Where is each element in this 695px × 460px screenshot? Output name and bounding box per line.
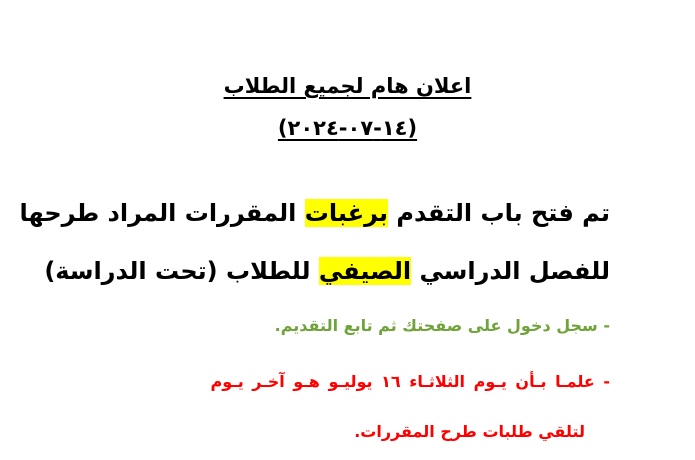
highlight-desires: برغبات: [304, 199, 389, 227]
body-line-2: [44, 254, 610, 288]
body-line-1-text-a: تم فتح باب التقدم: [388, 199, 610, 227]
body-line-1-text-b: المقررات المراد طرحها: [19, 199, 305, 227]
body-line-2-text-a: للفصل الدراسي: [411, 257, 610, 285]
deadline-note-line-2: لتلقي طلبات طرح المقررات.: [354, 422, 585, 441]
highlight-summer: الصيفي: [318, 257, 412, 285]
deadline-note-line-1: - علمـا بـأن يـوم الثلاثـاء ١٦ يوليـو هـو آخـر يـوم: [210, 372, 610, 391]
announcement-date: (١٤-٠٧-٢٠٢٤): [277, 116, 418, 140]
body-line-2-text-b: للطلاب (تحت الدراسة): [44, 257, 319, 285]
announcement-title: اعلان هام لجميع الطلاب: [223, 74, 472, 98]
body-line-1: [20, 196, 610, 230]
register-note: - سجل دخول على صفحتك ثم تابع التقديم.: [274, 316, 610, 335]
